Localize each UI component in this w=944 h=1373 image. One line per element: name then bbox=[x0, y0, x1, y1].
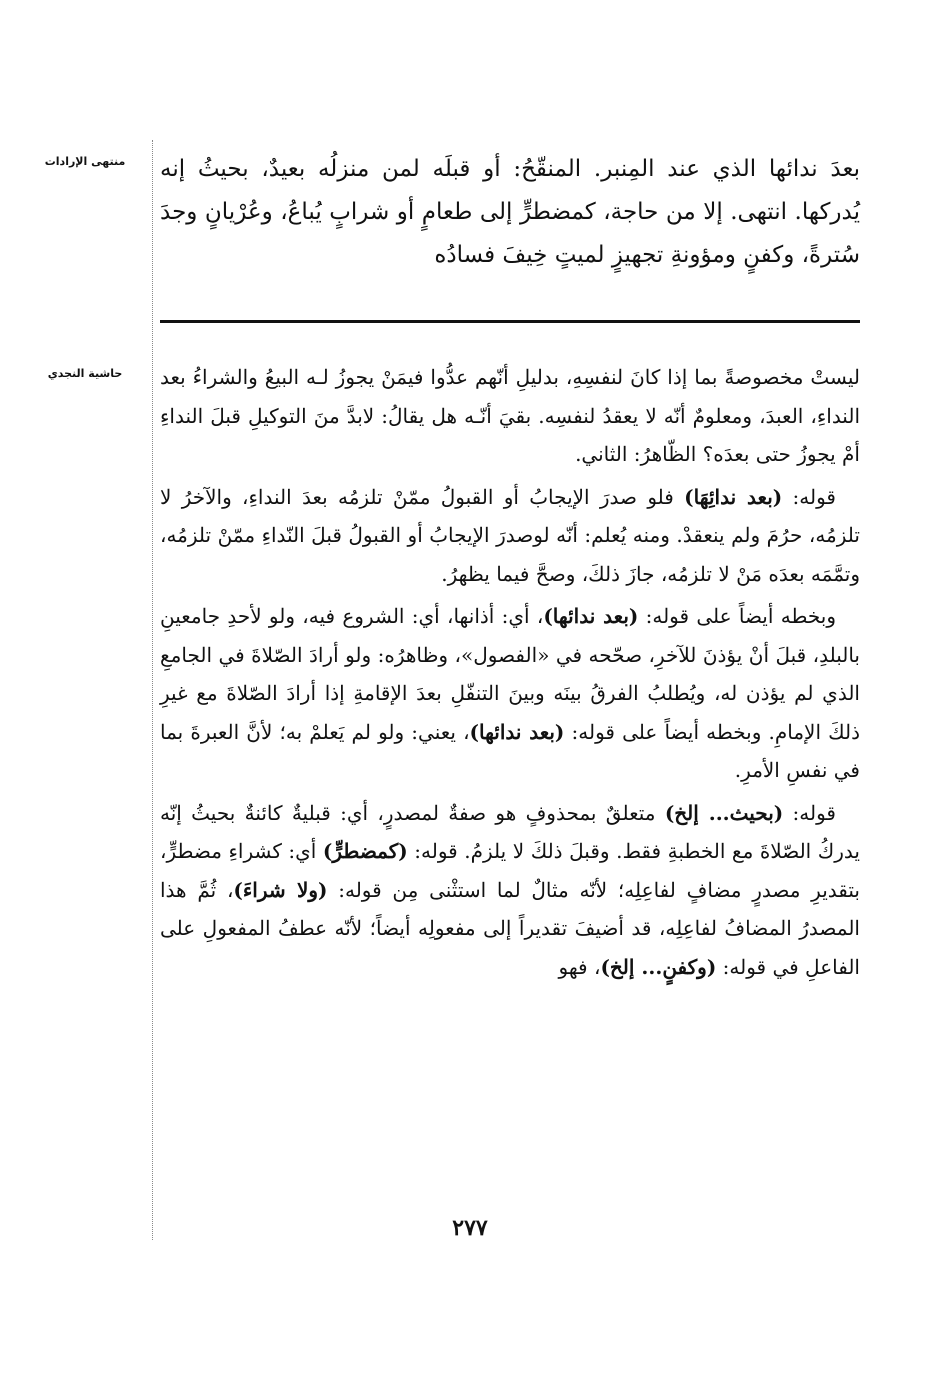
sharh-p1-text: ليستْ مخصوصةً بما إذا كانَ لنفسِهِ، بدليلِ أنّهم عدُّوا فيمَنْ يجوزُ لـه البيعُ والشراءُ بعد النداءِ، العبدَ، ومعلومٌ أنّه لا يعقدُ لنفسِه. بقيَ أنّـه هل يقالُ: لابدَّ منَ التوكيلِ قبلَ النداءِ أمْ يجوزُ حتى بعدَه؟ الظّاهرُ: الثاني. bbox=[160, 365, 860, 466]
sharh-p3-lead: وبخطه أيضاً على قوله: bbox=[638, 604, 836, 628]
sharh-paragraph-2 bbox=[160, 478, 860, 594]
matn-text bbox=[160, 148, 860, 277]
sharh-p4-mid-3: ، ثُمَّ هذا المصدرُ المضافُ لفاعِلِه، قد أضيفَ تقديراً إلى مفعولِه أيضاً؛ لأنّه عطفُ المفعولِ على الفاعلِ في قوله: bbox=[160, 877, 860, 979]
page-number: ٢٧٧ bbox=[452, 1215, 488, 1241]
sharh-p4-lemma-3: (ولا شراءَ) bbox=[233, 877, 328, 902]
sharh-p4-mid-1: متعلقٌ بمحذوفٍ هو صفةٌ لمصدرٍ، أي: قبليةٌ كائنةٌ بحيثُ إنّه يدركُ الصّلاةَ مع الخطبةِ فقط. وقبلَ ذلكَ لا يلزمُ. قوله: bbox=[160, 800, 860, 863]
margin-label-sharh: حاشية النجدي bbox=[47, 367, 123, 380]
sharh-p4-lemma-2: (كمضطرٍّ) bbox=[322, 839, 408, 863]
section-divider bbox=[160, 320, 860, 323]
sharh-p2-rest: فلو صدرَ الإيجابُ أو القبولُ ممّنْ تلزمُه بعدَ النداءِ، والآخرُ لا تلزمُه، حرُمَ ولم ينعقدْ. ومنه يُعلم: أنّه لوصدرَ الإيجابُ أو القبولُ قبلَ النّداءِ ممّنْ تلزمُه، وتمَّمَه بعدَه مَنْ لا تلزمُه، جازَ ذلكَ، وصحَّ فيما يظهرُ. bbox=[160, 484, 860, 586]
sharh-p4-end: ، فهو bbox=[558, 954, 601, 979]
sharh-p3-end: ، يعني: ولو لم يَعلمْ به؛ لأنَّ العبرةَ بما في نفسِ الأمرِ. bbox=[160, 719, 860, 782]
sharh-paragraph-4 bbox=[160, 794, 860, 987]
sharh-paragraph-3 bbox=[160, 597, 860, 790]
margin-divider bbox=[152, 140, 153, 1240]
margin-label-matn: منتهى الإرادات bbox=[44, 155, 126, 168]
sharh-p4-mid-2: أي: كشراءِ مضطرٍّ، بتقديرِ مصدرٍ مضافٍ لفاعِلِه؛ لأنّه مثالٌ لما استثْنى مِن قوله: bbox=[160, 839, 860, 902]
sharh-p4-lemma-4: (وكفنٍ... إلخ) bbox=[600, 954, 717, 979]
sharh-paragraph-1 bbox=[160, 358, 860, 474]
sharh-p2-lead: قوله: bbox=[782, 484, 836, 509]
matn-body: بعدَ ندائها الذي عند المِنبر. المنقّحُ: أو قبلَه لمن منزلُه بعيدٌ، بحيثُ إنه يُدركها. انتهى. إلا من حاجة، كمضطرٍّ إلى طعامٍ أو شرابٍ يُباعُ، وعُرْيانٍ وجدَ سُترةً، وكفنٍ ومؤونةِ تجهيزٍ لميتٍ خِيفَ فسادُه bbox=[160, 156, 860, 268]
sharh-p3-lemma-2: (بعد ندائها) bbox=[469, 719, 565, 744]
sharh-p3-lemma-1: (بعد ندائها) bbox=[543, 604, 639, 628]
sharh-text bbox=[160, 358, 860, 990]
sharh-p2-lemma: (بعد ندائِهَا) bbox=[684, 484, 783, 509]
sharh-p3-mid: ، أي: أذانها، أي: الشروع فيه، ولو لأحدِ جامعينِ بالبلدِ، قبلَ أنْ يؤذنَ للآخرِ، صحّحه في «الفصول»، وظاهرُه: ولو أرادَ الصّلاةَ في الجامعِ الذي لم يؤذن له، ويُطلبُ الفرقُ بينَه وبينَ التنفّلِ بعدَ الإقامةِ إذا أرادَ الصّلاةَ مع غيرِ ذلكَ الإمامِ. وبخطه أيضاً على قوله: bbox=[160, 604, 860, 744]
sharh-p4-lemma-1: (بحيث... إلخ) bbox=[664, 800, 784, 825]
sharh-p4-lead: قوله: bbox=[783, 800, 836, 825]
